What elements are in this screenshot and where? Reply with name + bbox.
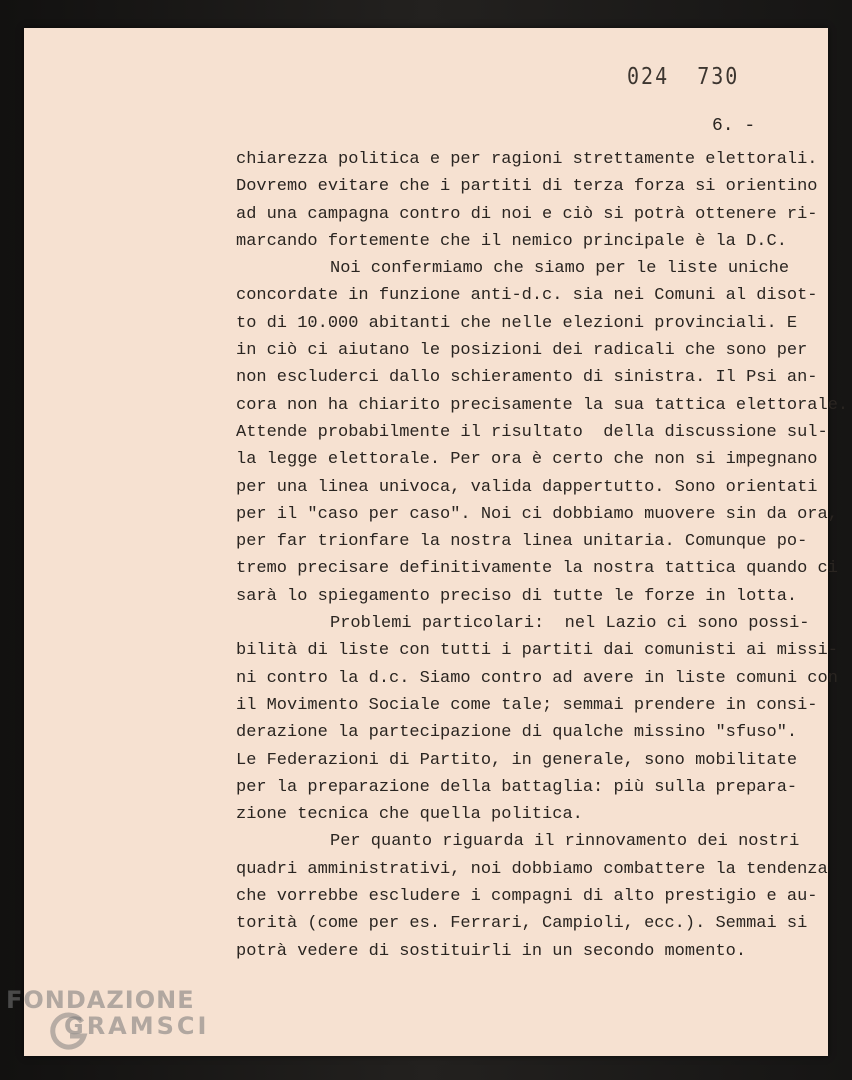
- text-line: per far trionfare la nostra linea unitaria. Comunque po-: [236, 532, 808, 552]
- text-line: concordate in funzione anti-d.c. sia nei Comuni al disot-: [236, 286, 818, 306]
- text-line: la legge elettorale. Per ora è certo che non si impegnano: [236, 450, 818, 470]
- text-line: ni contro la d.c. Siamo contro ad avere in liste comuni con: [236, 668, 838, 688]
- text-line: Noi confermiamo che siamo per le liste uniche: [330, 259, 790, 279]
- archive-watermark: [6, 988, 209, 1038]
- text-line: Attende probabilmente il risultato della discussione sul-: [236, 422, 828, 442]
- text-line: per il "caso per caso". Noi ci dobbiamo muovere sin da ora,: [236, 504, 838, 524]
- text-line: torità (come per es. Ferrari, Campioli, ecc.). Semmai si: [236, 914, 808, 934]
- text-line: Problemi particolari: nel Lazio ci sono possi-: [330, 614, 810, 634]
- text-line: per la preparazione della battaglia: più sulla prepara-: [236, 777, 798, 797]
- text-line: to di 10.000 abitanti che nelle elezioni provinciali. E: [236, 313, 798, 333]
- body-text: [236, 146, 849, 965]
- text-line: zione tecnica che quella politica.: [236, 805, 583, 825]
- text-line: bilità di liste con tutti i partiti dai comunisti ai missi-: [236, 641, 838, 661]
- text-line: derazione la partecipazione di qualche missino "sfuso".: [236, 723, 798, 743]
- archive-number: 024 730: [627, 62, 740, 90]
- watermark-line-2: GRAMSCI: [64, 1012, 210, 1040]
- text-line: quadri amministrativi, noi dobbiamo combattere la tendenza: [236, 859, 828, 879]
- text-line: marcando fortemente che il nemico principale è la D.C.: [236, 231, 787, 251]
- watermark-line-1: FONDAZIONE: [6, 986, 195, 1014]
- text-line: Per quanto riguarda il rinnovamento dei nostri: [330, 832, 800, 852]
- text-line: non escluderci dallo schieramento di sinistra. Il Psi an-: [236, 368, 818, 388]
- text-line: il Movimento Sociale come tale; semmai prendere in consi-: [236, 695, 818, 715]
- text-line: potrà vedere di sostituirli in un secondo momento.: [236, 941, 747, 961]
- text-line: tremo precisare definitivamente la nostra tattica quando ci: [236, 559, 838, 579]
- text-line: Dovremo evitare che i partiti di terza forza si orientino: [236, 177, 818, 197]
- text-line: cora non ha chiarito precisamente la sua tattica elettorale.: [236, 395, 849, 415]
- text-line: sarà lo spiegamento preciso di tutte le forze in lotta.: [236, 586, 798, 606]
- text-line: chiarezza politica e per ragioni strettamente elettorali.: [236, 150, 818, 169]
- text-line: ad una campagna contro di noi e ciò si potrà ottenere ri-: [236, 204, 818, 224]
- text-line: che vorrebbe escludere i compagni di alto prestigio e au-: [236, 887, 818, 907]
- page-number: 6. -: [712, 116, 756, 136]
- text-line: Le Federazioni di Partito, in generale, sono mobilitate: [236, 750, 798, 770]
- text-line: per una linea univoca, valida dappertutto. Sono orientati: [236, 477, 818, 497]
- text-line: in ciò ci aiutano le posizioni dei radicali che sono per: [236, 341, 808, 361]
